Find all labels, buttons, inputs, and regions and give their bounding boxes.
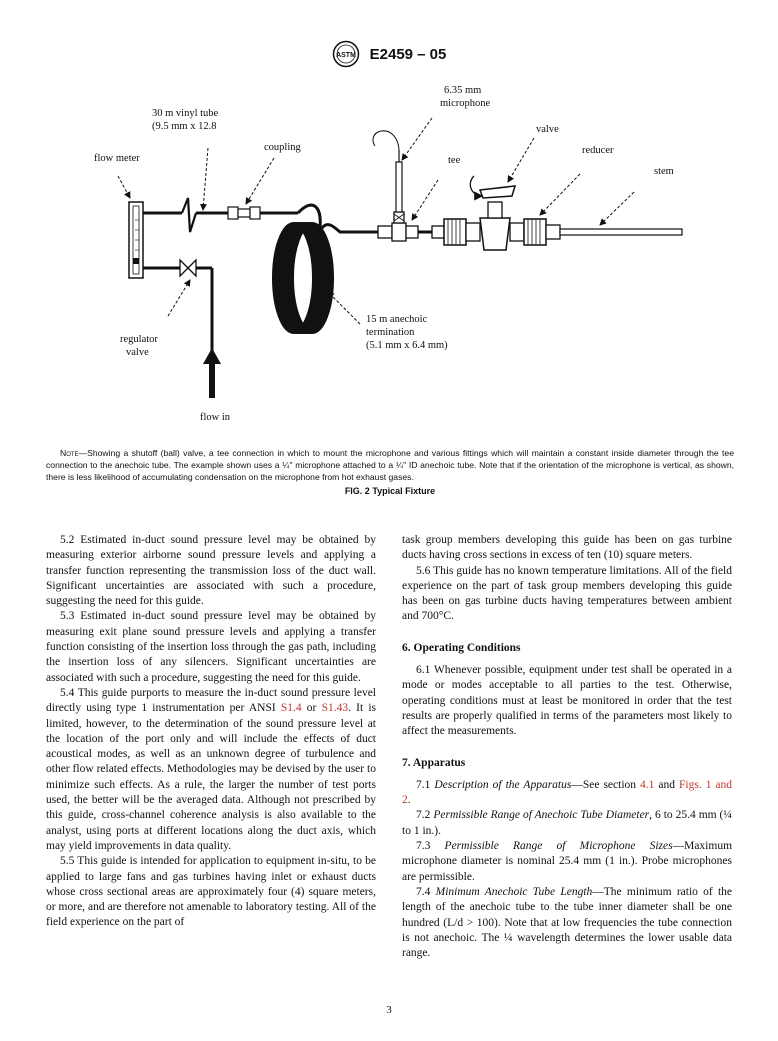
figure-caption: FIG. 2 Typical Fixture [344, 486, 436, 496]
label-flow-meter: flow meter [94, 153, 140, 164]
microphone-leader [402, 118, 432, 160]
regulator-leader [168, 280, 190, 316]
stem-leader [600, 192, 634, 225]
paragraph-7-1: 7.1 Description of the Apparatus—See section 4.1 and Figs. 1 and 2. [402, 778, 733, 807]
label-regulator-valve: valve [126, 347, 149, 358]
flow-meter-leader [118, 176, 130, 198]
reducer-icon [510, 219, 560, 245]
paragraph-7-3: 7.3 Permissible Range of Microphone Sizes—Maximum microphone diameter is nominal 25.4 mm (1 in.). Probe microphones are permissible. [402, 840, 733, 883]
label-vinyl-tube-size: (9.5 mm x 12.8 [152, 121, 217, 132]
vinyl-tube-leader [203, 148, 208, 210]
section-heading-6: 6. Operating Conditions [402, 641, 521, 654]
astm-logo-icon [332, 40, 360, 68]
paragraph-5-6: 5.6 This guide has no known temperature limitations. All of the field experience on the part of task group members developing this guide has been on gas turbine ducts having temperatures between ambient and 700°C. [402, 564, 732, 623]
standard-designation: E2459 – 05 [369, 45, 447, 63]
label-vinyl-tube: 30 m vinyl tube [152, 108, 219, 119]
figure-note [46, 447, 734, 483]
label-flow-in: flow in [200, 412, 231, 423]
page-number: 3 [386, 1004, 392, 1016]
paragraph-7-2: 7.2 Permissible Range of Anechoic Tube Diameter, 6 to 25.4 mm (¼ to 1 in.). [402, 809, 733, 837]
label-reducer: reducer [582, 145, 614, 156]
paragraph-6-1: 6.1 Whenever possible, equipment under test shall be operated in a mode or modes acceptable to all parties to the test. Otherwise, operating conditions must at least be monitored in order that the test results are properly qualified in terms of the parameters most likely to affect the measurements. [402, 664, 732, 738]
paragraph-5-4: 5.4 This guide purports to measure the in-duct sound pressure level directly using type 1 instrumentation per ANSI S1.4 or S1.43. It is limited, however, to the determination of the sound pressure level at the location of the port only and will include the effects of duct acoustical modes, as well as an unknown degree of turbulence and other flow related effects. Methodologies may be devised by the user to minimize such effects. As a rule, the larger the number of test ports used, the better will be the averaged data. Although not prescribed by this guide, cross-channel coherence analysis is also available to the analyst, using ports at different locations along the duct axis, which may yield improvements in data quality. [46, 686, 376, 852]
label-stem: stem [654, 166, 674, 177]
ref-ansi-s1-43[interactable]: S1.43 [321, 702, 349, 715]
valve-leader [508, 138, 534, 182]
label-valve: valve [536, 124, 559, 135]
stem-icon [560, 229, 682, 235]
paragraph-5-2: 5.2 Estimated in-duct sound pressure level may be obtained by measuring exterior airborne sound pressure levels and applying a transfer function representing the transmission loss of the duct wall. Significant uncertainties are associated with such a procedure, suggesting the need for this guide. [46, 534, 376, 608]
section-heading-7: 7. Apparatus [402, 756, 466, 769]
label-anechoic-size: (5.1 mm x 6.4 mm) [366, 340, 448, 351]
note-text: —Showing a shutoff (ball) valve, a tee connection in which to mount the microphone and various fittings which will maintain a constant inside diameter through the tee connection to the anechoic tube. The example shown uses a ¼" microphone attached to a ¼" ID anechoic tube. Note that if the orientation of the microphone is vertical, as shown, there is less likelihood of accumulating condensation on the microphone from hot exhaust gases. [46, 448, 734, 482]
coupling-leader [246, 158, 274, 204]
ref-figs-1-2[interactable]: Figs. 1 and 2 [402, 778, 733, 807]
paragraph-5-5: 5.5 This guide is intended for application to equipment in-situ, to be applied to large fans and gas turbines having inlet or exhaust ducts whose cross sectional areas are approximately four (4) square meters, or more, and are therefore not amenable to laboratory testing. All of the field experience on the part of [46, 855, 376, 929]
svg-text:ASTM: ASTM [335, 52, 356, 59]
label-coupling: coupling [264, 142, 301, 153]
tee-icon [378, 212, 418, 241]
right-column [402, 533, 732, 961]
paragraph-5-3: 5.3 Estimated in-duct sound pressure level may be obtained by measuring exit plane sound pressure levels and applying a transfer function consisting of the insertion loss through the gas path, including the insertion loss of any silencers. Significant uncertainties are associated with such a procedure, suggesting the need for this guide. [46, 610, 376, 684]
regulator-valve-icon [180, 260, 196, 276]
fitting-left-icon [444, 219, 480, 245]
anechoic-coil-icon [274, 224, 332, 332]
label-microphone: microphone [440, 98, 491, 109]
reducer-leader [540, 174, 580, 215]
tee-leader [412, 180, 438, 220]
paragraph-7-4: 7.4 Minimum Anechoic Tube Length—The minimum ratio of the length of the anechoic tube to the tube inner diameter shall be one hundred (L/d > 100). Note that at low frequencies the tube connection is not anechoic. The ¼ wavelength determines the lower usable data range. [402, 885, 732, 960]
microphone-icon [373, 131, 402, 212]
label-termination: termination [366, 327, 415, 338]
note-prefix: Note [60, 448, 79, 458]
flow-in-arrow-icon [203, 348, 221, 398]
label-anechoic: 15 m anechoic [366, 314, 428, 325]
coupling-icon [228, 207, 260, 219]
label-tee: tee [448, 155, 461, 166]
ref-section-4-1[interactable]: 4.1 [640, 778, 655, 791]
flow-meter-icon [129, 202, 143, 278]
page-header [0, 40, 778, 68]
left-column [46, 533, 376, 931]
label-regulator: regulator [120, 334, 158, 345]
paragraph-5-5-continued: task group members developing this guide has been on gas turbine ducts having cross sections in excess of ten (10) square meters. [402, 534, 732, 562]
figure-typical-fixture [60, 80, 720, 440]
fixture-diagram [60, 80, 720, 440]
ref-ansi-s1-4[interactable]: S1.4 [280, 702, 302, 715]
label-microphone-size: 6.35 mm [444, 85, 482, 96]
